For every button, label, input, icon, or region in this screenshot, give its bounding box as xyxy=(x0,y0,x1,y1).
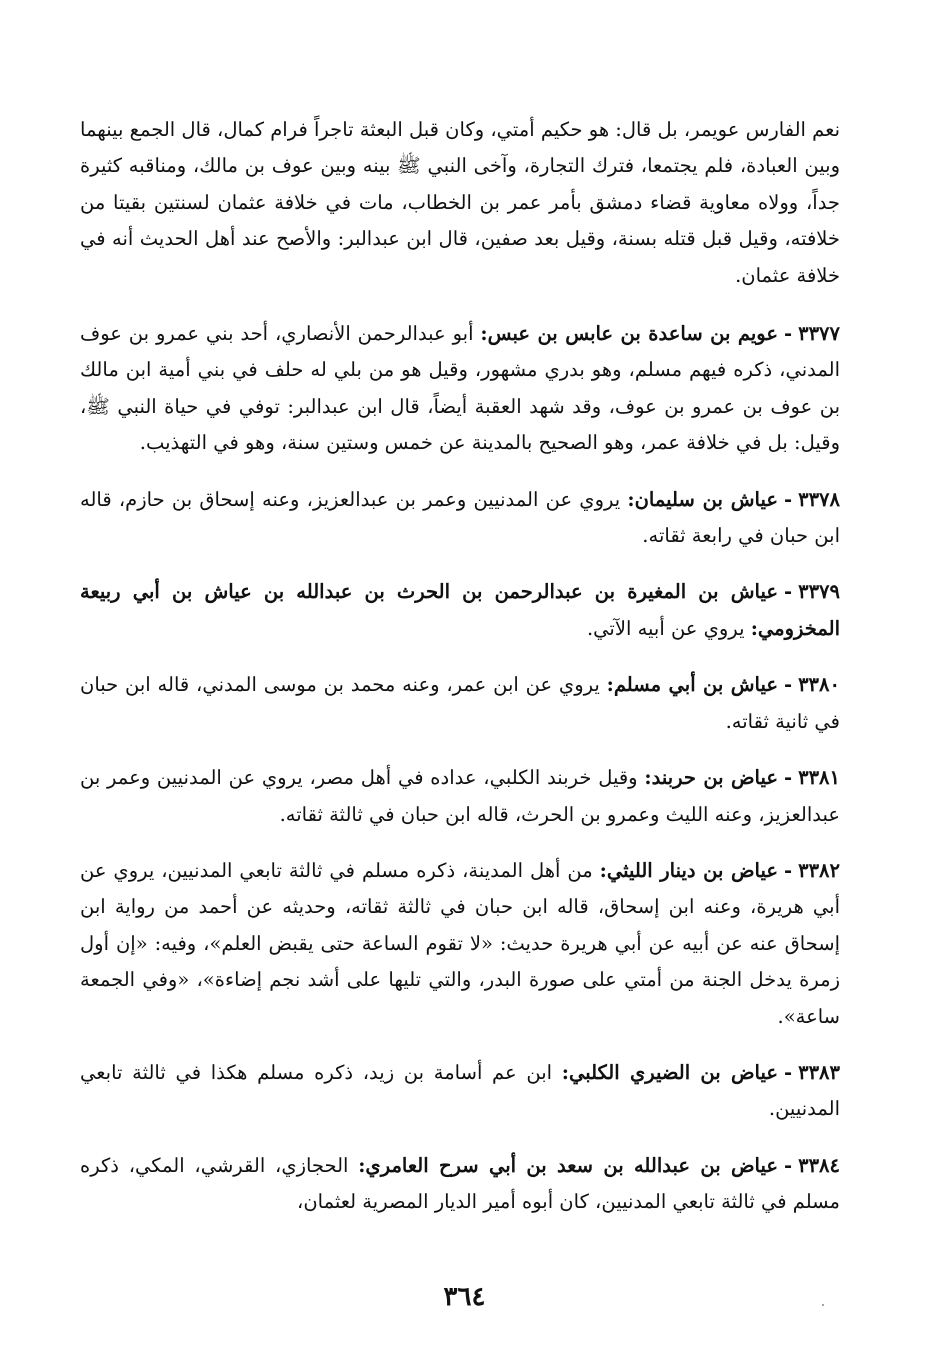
entry-text: من أهل المدينة، ذكره مسلم في ثالثة تابعي المدنيين، يروي عن أبي هريرة، وعنه ابن إسحاق، قاله ابن حبان في ثالثة ثقاته، وحديثه عن أحمد من رواية ابن إسحاق عنه عن أبيه عن أبي هريرة حديث: «لا تقوم الساعة حتى يقبض العلم»، وفيه: «إن أول زمرة يدخل الجنة من أمتي على صورة البدر، والتي تليها على أشد نجم إضاءة»، «وفي الجمعة ساعة». xyxy=(80,858,840,1028)
entry-name: عياش بن أبي مسلم: xyxy=(606,673,778,697)
page-body xyxy=(80,112,840,1241)
entry-text: يروي عن أبيه الآتي. xyxy=(586,616,745,640)
entry-text: يروي عن المدنيين وعمر بن عبدالعزيز، وعنه إسحاق بن حازم، قاله ابن حبان في رابعة ثقاته. xyxy=(80,487,840,548)
page-number: ٣٦٤ xyxy=(443,1282,486,1312)
entry-3379: ٣٣٧٩-عياش بن المغيرة بن عبدالرحمن بن الحرث بن عبدالله بن عياش بن أبي ربيعة المخزومي: يروي عن أبيه الآتي. xyxy=(80,580,840,640)
entry-number: ٣٣٨٣ xyxy=(798,1060,840,1084)
entry-name: عياش بن المغيرة بن عبدالرحمن بن الحرث بن عبدالله بن عياش بن أبي ربيعة المخزومي: xyxy=(80,580,840,640)
entry-name: عياض بن عبدالله بن سعد بن أبي سرح العامري: xyxy=(358,1153,778,1177)
entry-name: عياض بن دينار الليثي: xyxy=(599,858,779,882)
entry-number: ٣٣٨٠ xyxy=(798,673,840,697)
entry-name: عياش بن سليمان: xyxy=(627,487,778,511)
entry-name: عياض بن الضيري الكلبي: xyxy=(561,1060,778,1084)
entry-number: ٣٣٧٨ xyxy=(798,487,840,511)
entry-name: عويم بن ساعدة بن عابس بن عبس: xyxy=(480,322,778,346)
scan-speck xyxy=(822,1304,824,1306)
entry-3380: ٣٣٨٠-عياش بن أبي مسلم: يروي عن ابن عمر، وعنه محمد بن موسى المدني، قاله ابن حبان في ثانية ثقاته. xyxy=(80,673,840,733)
entry-text: أبو عبدالرحمن الأنصاري، أحد بني عمرو بن عوف المدني، ذكره فيهم مسلم، وهو بدري مشهور، وقيل هو من بلي له حلف في بني أمية ابن مالك بن عوف بن عمرو بن عوف، وقد شهد العقبة أيضاً، قال ابن عبدالبر: توفي في حياة النبي ﷺ، وقيل: بل في خلافة عمر، وهو الصحيح بالمدينة عن خمس وستين سنة، وهو في التهذيب. xyxy=(80,322,840,455)
entry-3378: ٣٣٧٨-عياش بن سليمان: يروي عن المدنيين وعمر بن عبدالعزيز، وعنه إسحاق بن حازم، قاله ابن حبان في رابعة ثقاته. xyxy=(80,487,840,548)
entry-3381: ٣٣٨١-عياض بن حربند: وقيل خربند الكلبي، عداده في أهل مصر، يروي عن المدنيين وعمر بن عبدالعزيز، وعنه الليث وعمرو بن الحرث، قاله ابن حبان في ثالثة ثقاته. xyxy=(80,766,840,826)
entry-number: ٣٣٨٢ xyxy=(798,858,841,882)
entry-number: ٣٣٨١ xyxy=(798,766,840,790)
entry-number: ٣٣٨٤ xyxy=(798,1153,840,1177)
entry-name: عياض بن حربند: xyxy=(644,766,778,790)
entry-text: وقيل خربند الكلبي، عداده في أهل مصر، يروي عن المدنيين وعمر بن عبدالعزيز، وعنه الليث وعمرو بن الحرث، قاله ابن حبان في ثالثة ثقاته. xyxy=(80,766,840,826)
entry-3377: ٣٣٧٧-عويم بن ساعدة بن عابس بن عبس: أبو عبدالرحمن الأنصاري، أحد بني عمرو بن عوف المدني، ذكره فيهم مسلم، وهو بدري مشهور، وقيل هو من بلي له حلف في بني أمية ابن مالك بن عوف بن عمرو بن عوف، وقد شهد العقبة أيضاً، قال ابن عبدالبر: توفي في حياة النبي ﷺ، وقيل: بل في خلافة عمر، وهو الصحيح بالمدينة عن خمس وستين سنة، وهو في التهذيب. xyxy=(80,322,840,455)
entry-3383: ٣٣٨٣-عياض بن الضيري الكلبي: ابن عم أسامة بن زيد، ذكره مسلم هكذا في ثالثة تابعي المدنيين. xyxy=(80,1060,840,1121)
entry-number: ٣٣٧٩ xyxy=(798,580,840,604)
entry-text: ابن عم أسامة بن زيد، ذكره مسلم هكذا في ثالثة تابعي المدنيين. xyxy=(80,1060,840,1121)
entry-3384: ٣٣٨٤-عياض بن عبدالله بن سعد بن أبي سرح العامري: الحجازي، القرشي، المكي، ذكره مسلم في ثالثة تابعي المدنيين، كان أبوه أمير الديار المصرية لعثمان، xyxy=(80,1153,840,1214)
entry-number: ٣٣٧٧ xyxy=(798,322,840,346)
entry-3382: ٣٣٨٢-عياض بن دينار الليثي: من أهل المدينة، ذكره مسلم في ثالثة تابعي المدنيين، يروي عن أبي هريرة، وعنه ابن إسحاق، قاله ابن حبان في ثالثة ثقاته، وحديثه عن أحمد من رواية ابن إسحاق عنه عن أبيه عن أبي هريرة حديث: «لا تقوم الساعة حتى يقبض العلم»، وفيه: «إن أول زمرة يدخل الجنة من أمتي على صورة البدر، والتي تليها على أشد نجم إضاءة»، «وفي الجمعة ساعة». xyxy=(80,858,841,1028)
entry-text: الحجازي، القرشي، المكي، ذكره مسلم في ثالثة تابعي المدنيين، كان أبوه أمير الديار المصرية لعثمان، xyxy=(80,1153,840,1214)
intro-paragraph: نعم الفارس عويمر، بل قال: هو حكيم أمتي، وكان قبل البعثة تاجراً فرام كمال، قال الجمع بينهما وبين العبادة، فلم يجتمعا، فترك التجارة، وآخى النبي ﷺ بينه وبين عوف بن مالك، ومناقبه كثيرة جداً، وولاه معاوية قضاء دمشق بأمر عمر بن الخطاب، مات في خلافة عثمان لسنتين بقيتا من خلافته، وقيل قبل قتله بسنة، وقيل بعد صفين، قال ابن عبدالبر: والأصح عند أهل الحديث أنه في خلافة عثمان. xyxy=(80,118,840,287)
entry-text: يروي عن ابن عمر، وعنه محمد بن موسى المدني، قاله ابن حبان في ثانية ثقاته. xyxy=(80,673,840,733)
